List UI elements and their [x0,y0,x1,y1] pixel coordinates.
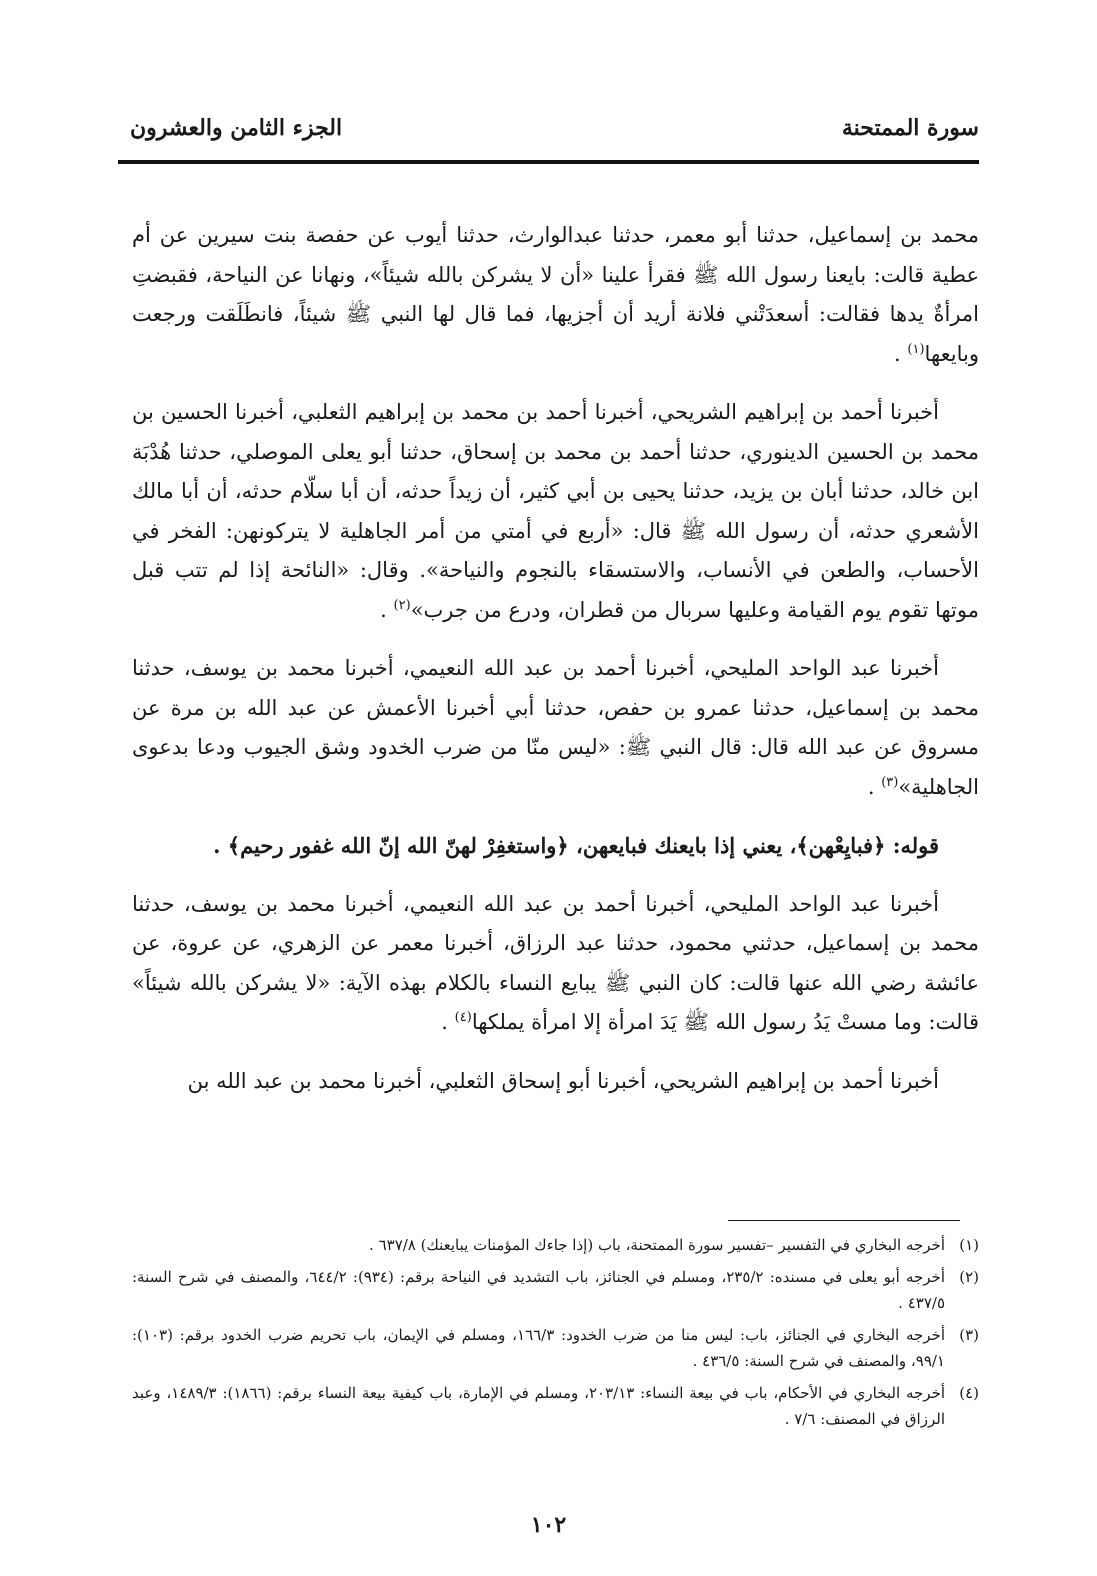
page-header [130,104,979,152]
footnote-2: (٢) أخرجه أبو يعلى في مسنده: ٢٣٥/٢، ومسلم في الجنائز، باب التشديد في النياحة برقم: (٩٣٤): ٦٤٤/٢، والمصنف في شرح السنة: ٤٣٧/٥ . [132,1268,979,1312]
footnotes [132,1232,979,1438]
paragraph-6: أخبرنا أحمد بن إبراهيم الشريحي، أخبرنا أبو إسحاق الثعلبي، أخبرنا محمد بن عبد الله بن [187,1068,939,1093]
juz-title: الجزء الثامن والعشرون [130,115,343,141]
paragraph-1: محمد بن إسماعيل، حدثنا أبو معمر، حدثنا عبدالوارث، حدثنا أيوب عن حفصة بنت سيرين عن أم عطية قالت: بايعنا رسول الله ﷺ فقرأ علينا «أن لا يشركن بالله شيئاً»، ونهانا عن النياحة، فقبضتِ امرأةٌ يدها فقالت: أسعدَتْني فلانة أريد أن أجزيها، فما قال لها النبي ﷺ شيئاً، فانطَلَقت ورجعت وبايعها$^{(١)}$ . [132,223,979,366]
paragraph-5: أخبرنا عبد الواحد المليحي، أخبرنا أحمد بن عبد الله النعيمي، أخبرنا محمد بن يوسف، حدثنا محمد بن إسماعيل، حدثني محمود، حدثنا عبد الرزاق، أخبرنا معمر عن الزهري، عن عروة، عن عائشة رضي الله عنها قالت: كان النبي ﷺ يبايع النساء بالكلام بهذه الآية: «لا يشركن بالله شيئاً» قالت: وما مستْ يَدُ رسول الله ﷺ يَدَ امرأة إلا امرأة يملكها$^{(٤)}$ . [132,891,979,1034]
footnote-ref-3: (٣) [881,774,899,790]
footnote-ref-4: (٤) [454,1010,472,1025]
footnote-4: (٤) أخرجه البخاري في الأحكام، باب في بيعة النساء: ٢٠٣/١٣، ومسلم في الإمارة، باب كيفية بيعة النساء برقم: (١٨٦٦): ١٤٨٩/٣، وعبد الرزاق في المصنف: ٧/٦ . [132,1384,979,1428]
page-number: ١٠٢ [530,1512,567,1538]
footnote-ref-2: (٢) [393,597,411,613]
footnote-1: (١) أخرجه البخاري في التفسير –تفسير سورة الممتحنة، باب (إذا جاءك المؤمنات يبايعنك) ٦٣٧/٨ . [369,1236,979,1254]
footnote-rule [728,1220,960,1221]
header-rule [118,160,979,164]
paragraph-2: أخبرنا أحمد بن إبراهيم الشريحي، أخبرنا أحمد بن محمد بن إبراهيم الثعلبي، أخبرنا الحسين بن محمد بن الحسين الدينوري، حدثنا أحمد بن محمد بن إسحاق، حدثنا أبو يعلى الموصلي، حدثنا هُدْبَة ابن خالد، حدثنا أبان بن يزيد، حدثنا يحيى بن أبي كثير، أن زيداً حدثه، أن أبا سلّام حدثه، أن أبا مالك الأشعري حدثه، أن رسول الله ﷺ قال: «أربع في أمتي من أمر الجاهلية لا يتركونهن: الفخر في الأحساب، والطعن في الأنساب، والاستسقاء بالنجوم والنياحة». وقال: «النائحة إذا لم تتب قبل موتها تقوم يوم القيامة وعليها سربال من قطران، ودرع من جرب»$^{(٢)}$ . [132,400,979,622]
main-text [132,216,979,1120]
footnote-ref-1: (١) [907,341,925,357]
paragraph-4: قوله: ﴿فبايِعْهن﴾، يعني إذا بايعنك فبايعهن، ﴿واستغفِرْ لهنّ الله إنّ الله غفور رحيم﴾ . [213,833,939,858]
surah-title: سورة الممتحنة [841,115,979,141]
paragraph-3: أخبرنا عبد الواحد المليحي، أخبرنا أحمد بن عبد الله النعيمي، أخبرنا محمد بن يوسف، حدثنا محمد بن إسماعيل، حدثنا عمرو بن حفص، حدثنا أبي أخبرنا الأعمش عن عبد الله بن مرة عن مسروق عن عبد الله قال: قال النبي ﷺ: «ليس منّا من ضرب الخدود وشق الجيوب ودعا بدعوى الجاهلية»$^{(٣)}$ . [132,656,979,799]
footnote-3: (٣) أخرجه البخاري في الجنائز، باب: ليس منا من ضرب الخدود: ١٦٦/٣، ومسلم في الإيمان، باب تحريم ضرب الخدود برقم: (١٠٣): ٩٩/١، والمصنف في شرح السنة: ٤٣٦/٥ . [132,1326,979,1370]
